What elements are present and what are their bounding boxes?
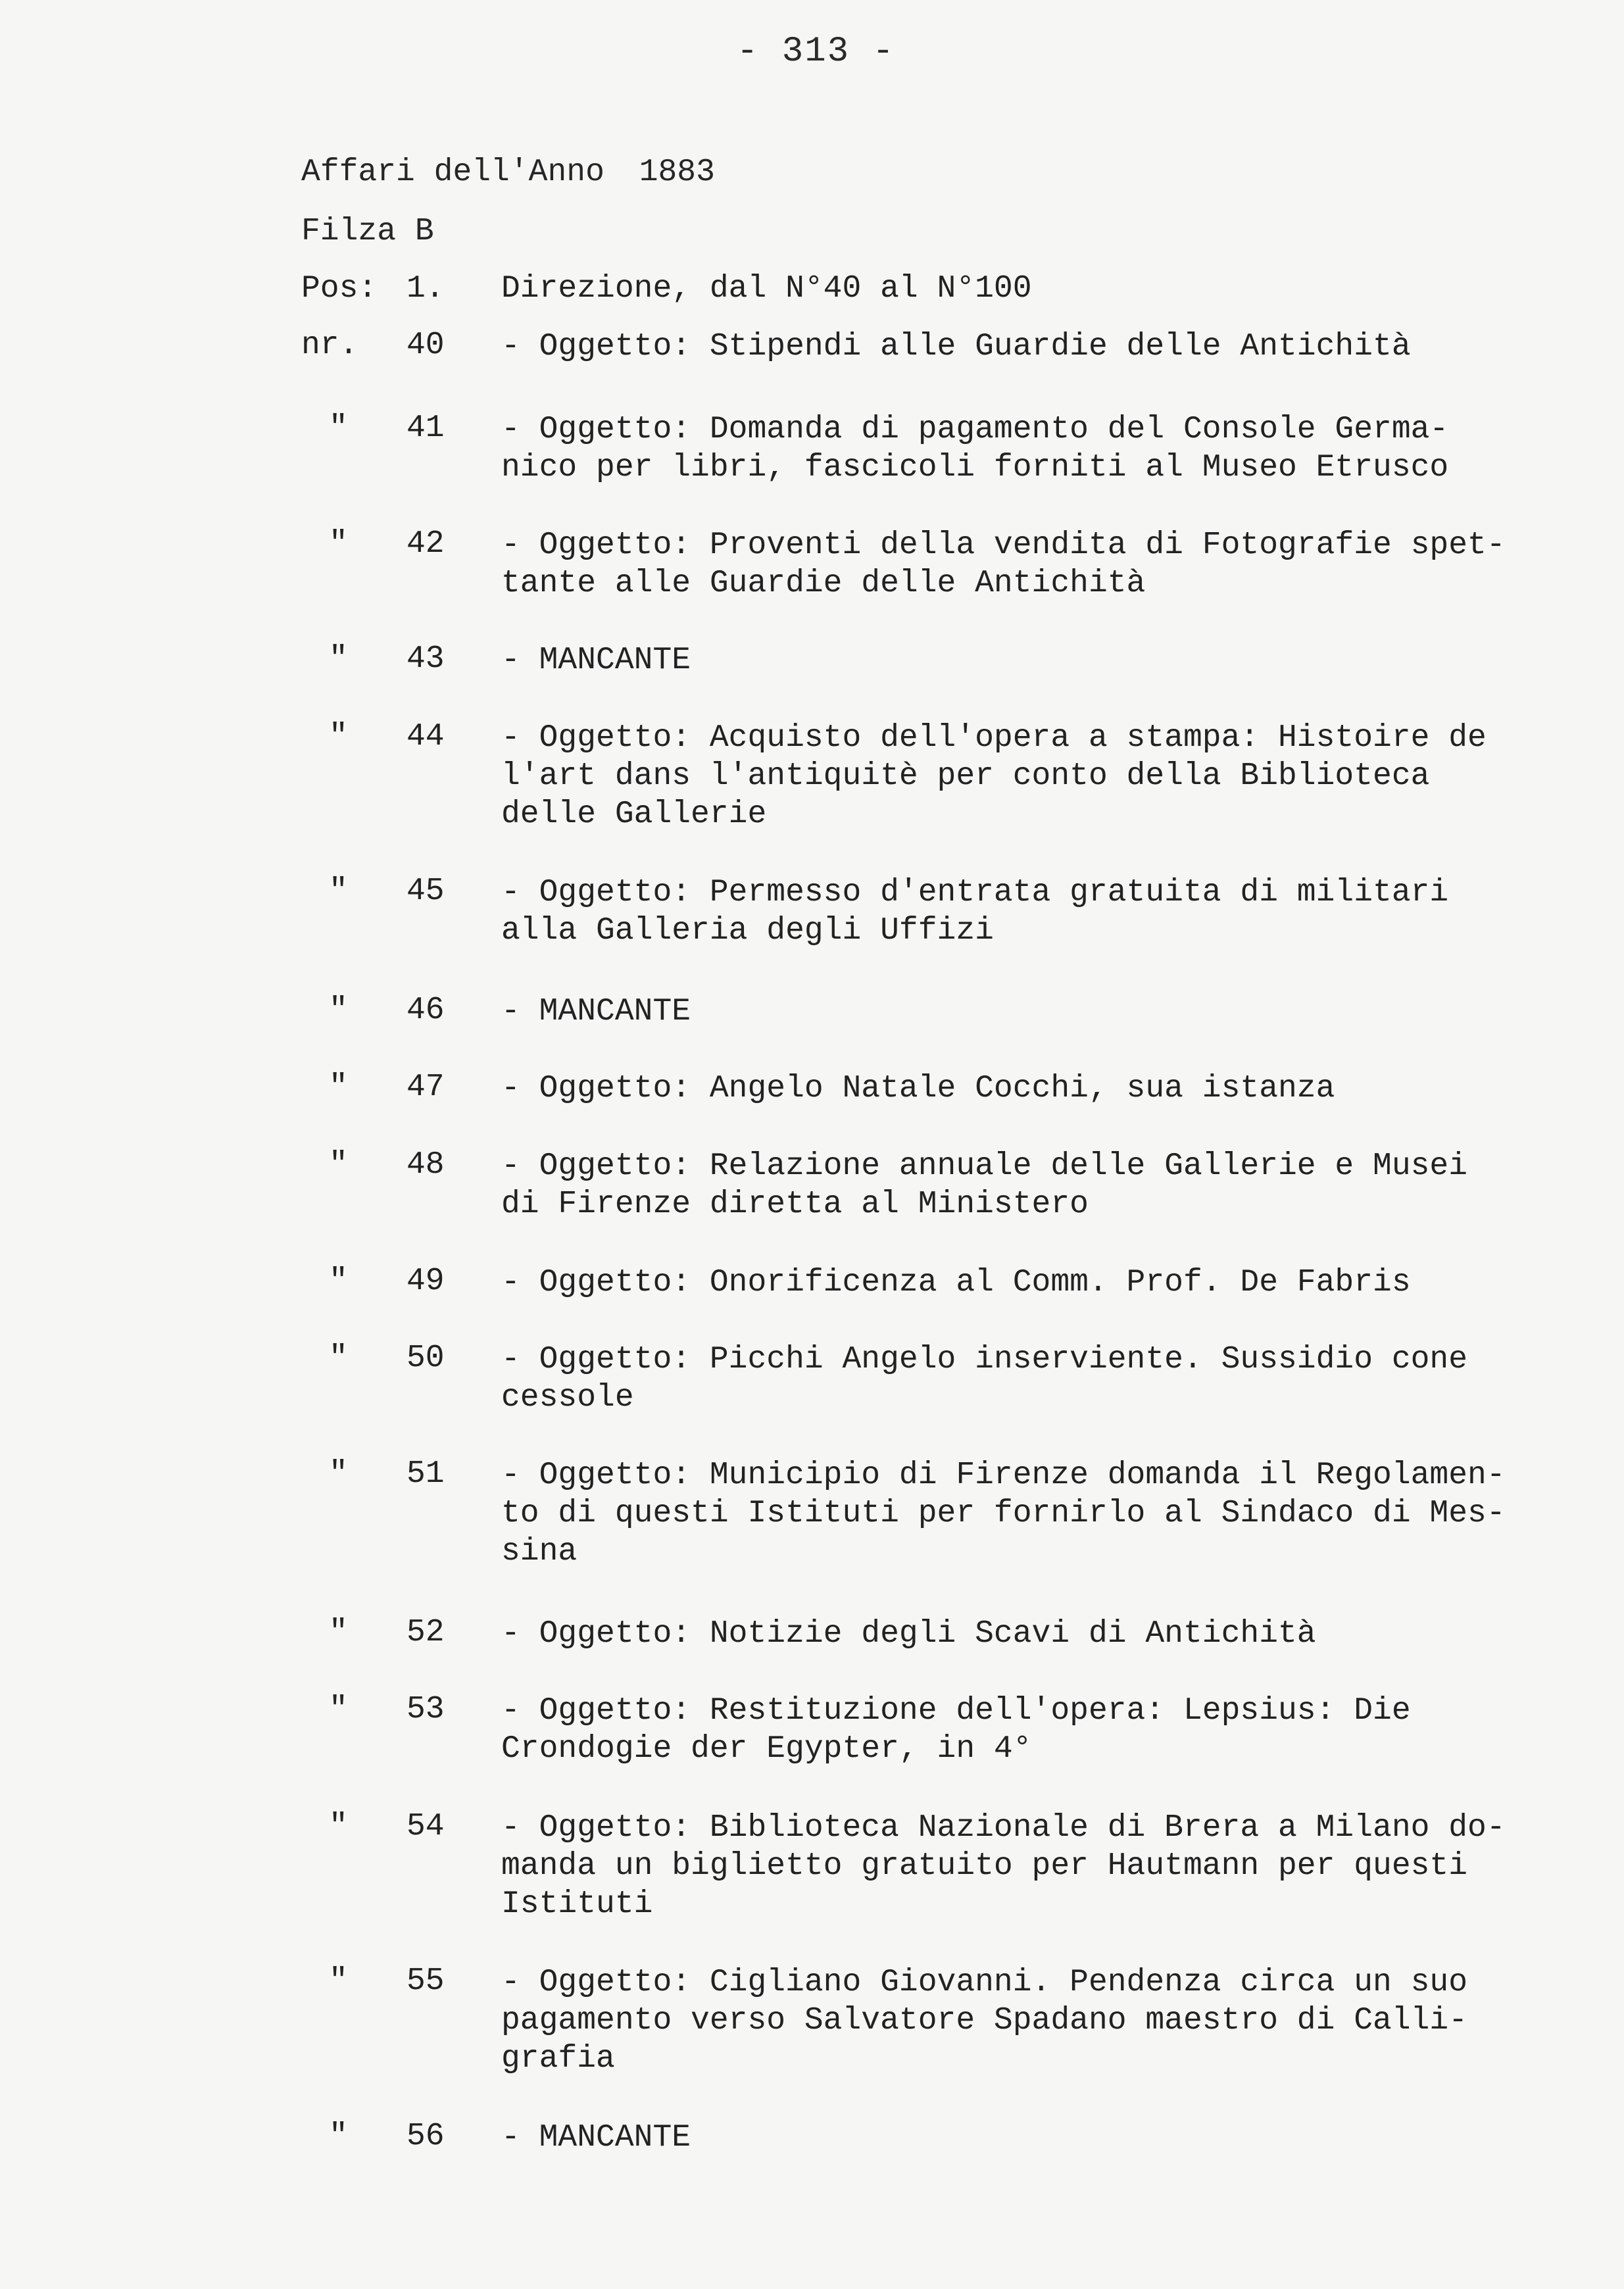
entry-number: 52 xyxy=(406,1615,445,1650)
ditto-mark: " xyxy=(329,526,348,562)
entry-number: 53 xyxy=(406,1692,445,1727)
entry-line: cessole xyxy=(501,1380,634,1415)
entry-description xyxy=(501,1809,1506,1923)
entry-line: - Oggetto: Relazione annuale delle Gallerie e Musei xyxy=(501,1148,1468,1184)
entry-description xyxy=(501,410,1448,487)
entry-row xyxy=(0,641,1624,678)
entry-line: sina xyxy=(501,1534,578,1569)
entry-description xyxy=(501,1070,1335,1108)
entry-description xyxy=(501,719,1487,833)
entry-description xyxy=(501,526,1506,603)
entry-line: Crondogie der Egypter, in 4° xyxy=(501,1731,1032,1767)
entry-row xyxy=(0,526,1624,601)
entry-number: 49 xyxy=(406,1264,445,1299)
entry-line: - MANCANTE xyxy=(501,994,691,1029)
entry-line: - Oggetto: Onorificenza al Comm. Prof. De Fabris xyxy=(501,1265,1411,1300)
entry-description xyxy=(501,328,1411,366)
ditto-mark: " xyxy=(329,1692,348,1727)
ditto-mark: " xyxy=(329,1809,348,1844)
ditto-mark: " xyxy=(329,1070,348,1105)
entry-number: 50 xyxy=(406,1341,445,1376)
entry-number: 44 xyxy=(406,719,445,754)
entry-number: 47 xyxy=(406,1070,445,1105)
entry-line: grafia xyxy=(501,2041,615,2077)
entry-line: - Oggetto: Permesso d'entrata gratuita di militari xyxy=(501,875,1449,910)
entry-description xyxy=(501,1692,1411,1768)
ditto-mark: " xyxy=(329,1264,348,1299)
entry-description xyxy=(501,1147,1467,1223)
entry-line: - Oggetto: Proventi della vendita di Fotografie spet- xyxy=(501,528,1506,563)
entry-number: 56 xyxy=(406,2119,445,2154)
entry-number: 46 xyxy=(406,993,445,1028)
entry-line: - Oggetto: Cigliano Giovanni. Pendenza circa un suo xyxy=(501,1965,1468,2000)
entry-number: 45 xyxy=(406,874,445,909)
ditto-mark: " xyxy=(329,993,348,1028)
ditto-mark: " xyxy=(329,719,348,754)
entry-description xyxy=(501,1615,1316,1653)
entry-line: manda un biglietto gratuito per Hautmann per questi xyxy=(501,1848,1468,1884)
entry-line: - Oggetto: Municipio di Firenze domanda il Regolamen- xyxy=(501,1458,1506,1493)
page-number: - 313 - xyxy=(737,32,895,72)
entry-line: - MANCANTE xyxy=(501,2120,691,2155)
entry-description xyxy=(501,641,691,679)
entry-description xyxy=(501,2119,691,2157)
entry-number: 48 xyxy=(406,1147,445,1183)
entry-line: alla Galleria degli Uffizi xyxy=(501,913,994,948)
entry-number: 54 xyxy=(406,1809,445,1844)
entry-line: nico per libri, fascicoli forniti al Museo Etrusco xyxy=(501,450,1449,485)
entry-line: tante alle Guardie delle Antichità xyxy=(501,566,1146,601)
entry-number: 43 xyxy=(406,641,445,677)
ditto-mark: " xyxy=(329,1147,348,1183)
entry-line: - Oggetto: Restituzione dell'opera: Lepsius: Die xyxy=(501,1693,1411,1729)
ditto-mark: " xyxy=(329,410,348,446)
ditto-mark: " xyxy=(329,1341,348,1376)
entry-description xyxy=(501,1963,1467,2078)
affari-year: 1883 xyxy=(639,155,715,190)
ditto-mark: " xyxy=(329,2119,348,2154)
pos-value: 1. xyxy=(406,271,445,307)
entry-row xyxy=(0,1963,1624,2077)
entry-number: 41 xyxy=(406,410,445,446)
entry-line: delle Gallerie xyxy=(501,797,767,832)
entry-line: - Oggetto: Biblioteca Nazionale di Brera a Milano do- xyxy=(501,1810,1506,1846)
entry-description xyxy=(501,1264,1411,1302)
entry-line: - Oggetto: Domanda di pagamento del Console Germa- xyxy=(501,412,1449,447)
ditto-mark: " xyxy=(329,641,348,677)
entry-line: - Oggetto: Notizie degli Scavi di Antichità xyxy=(501,1616,1316,1652)
entry-line: di Firenze diretta al Ministero xyxy=(501,1187,1089,1222)
pos-label: Pos: xyxy=(301,271,378,307)
entry-row xyxy=(0,719,1624,832)
direzione-text: Direzione, dal N°40 al N°100 xyxy=(501,271,1032,307)
entry-number: 42 xyxy=(406,526,445,562)
entry-line: - MANCANTE xyxy=(501,643,691,678)
nr-label: nr. xyxy=(301,328,358,363)
entry-number: 40 xyxy=(406,328,445,363)
ditto-mark: " xyxy=(329,1615,348,1650)
entry-line: - Oggetto: Acquisto dell'opera a stampa: Histoire de xyxy=(501,720,1487,756)
entry-row xyxy=(0,1456,1624,1569)
affari-heading xyxy=(301,155,715,190)
entry-line: Istituti xyxy=(501,1886,653,1922)
entry-line: - Oggetto: Picchi Angelo inserviente. Sussidio cone xyxy=(501,1342,1468,1377)
entry-line: to di questi Istituti per fornirlo al Sindaco di Mes- xyxy=(501,1496,1506,1531)
entry-line: l'art dans l'antiquitè per conto della Biblioteca xyxy=(501,758,1430,794)
entry-description xyxy=(501,1456,1506,1571)
entry-number: 51 xyxy=(406,1456,445,1492)
ditto-mark: " xyxy=(329,874,348,909)
affari-label: Affari dell'Anno xyxy=(301,155,604,190)
ditto-mark: " xyxy=(329,1963,348,1999)
entry-line: pagamento verso Salvatore Spadano maestro di Calli- xyxy=(501,2003,1468,2038)
entry-row xyxy=(0,410,1624,485)
entry-description xyxy=(501,1341,1467,1417)
filza-label: Filza B xyxy=(301,214,434,249)
ditto-mark: " xyxy=(329,1456,348,1492)
entry-row xyxy=(0,1147,1624,1222)
entry-line: - Oggetto: Angelo Natale Cocchi, sua istanza xyxy=(501,1071,1335,1106)
entry-description xyxy=(501,993,691,1031)
entry-line: - Oggetto: Stipendi alle Guardie delle Antichità xyxy=(501,329,1411,364)
pos-line xyxy=(0,271,1624,307)
entry-number: 55 xyxy=(406,1963,445,1999)
entry-description xyxy=(501,874,1448,950)
